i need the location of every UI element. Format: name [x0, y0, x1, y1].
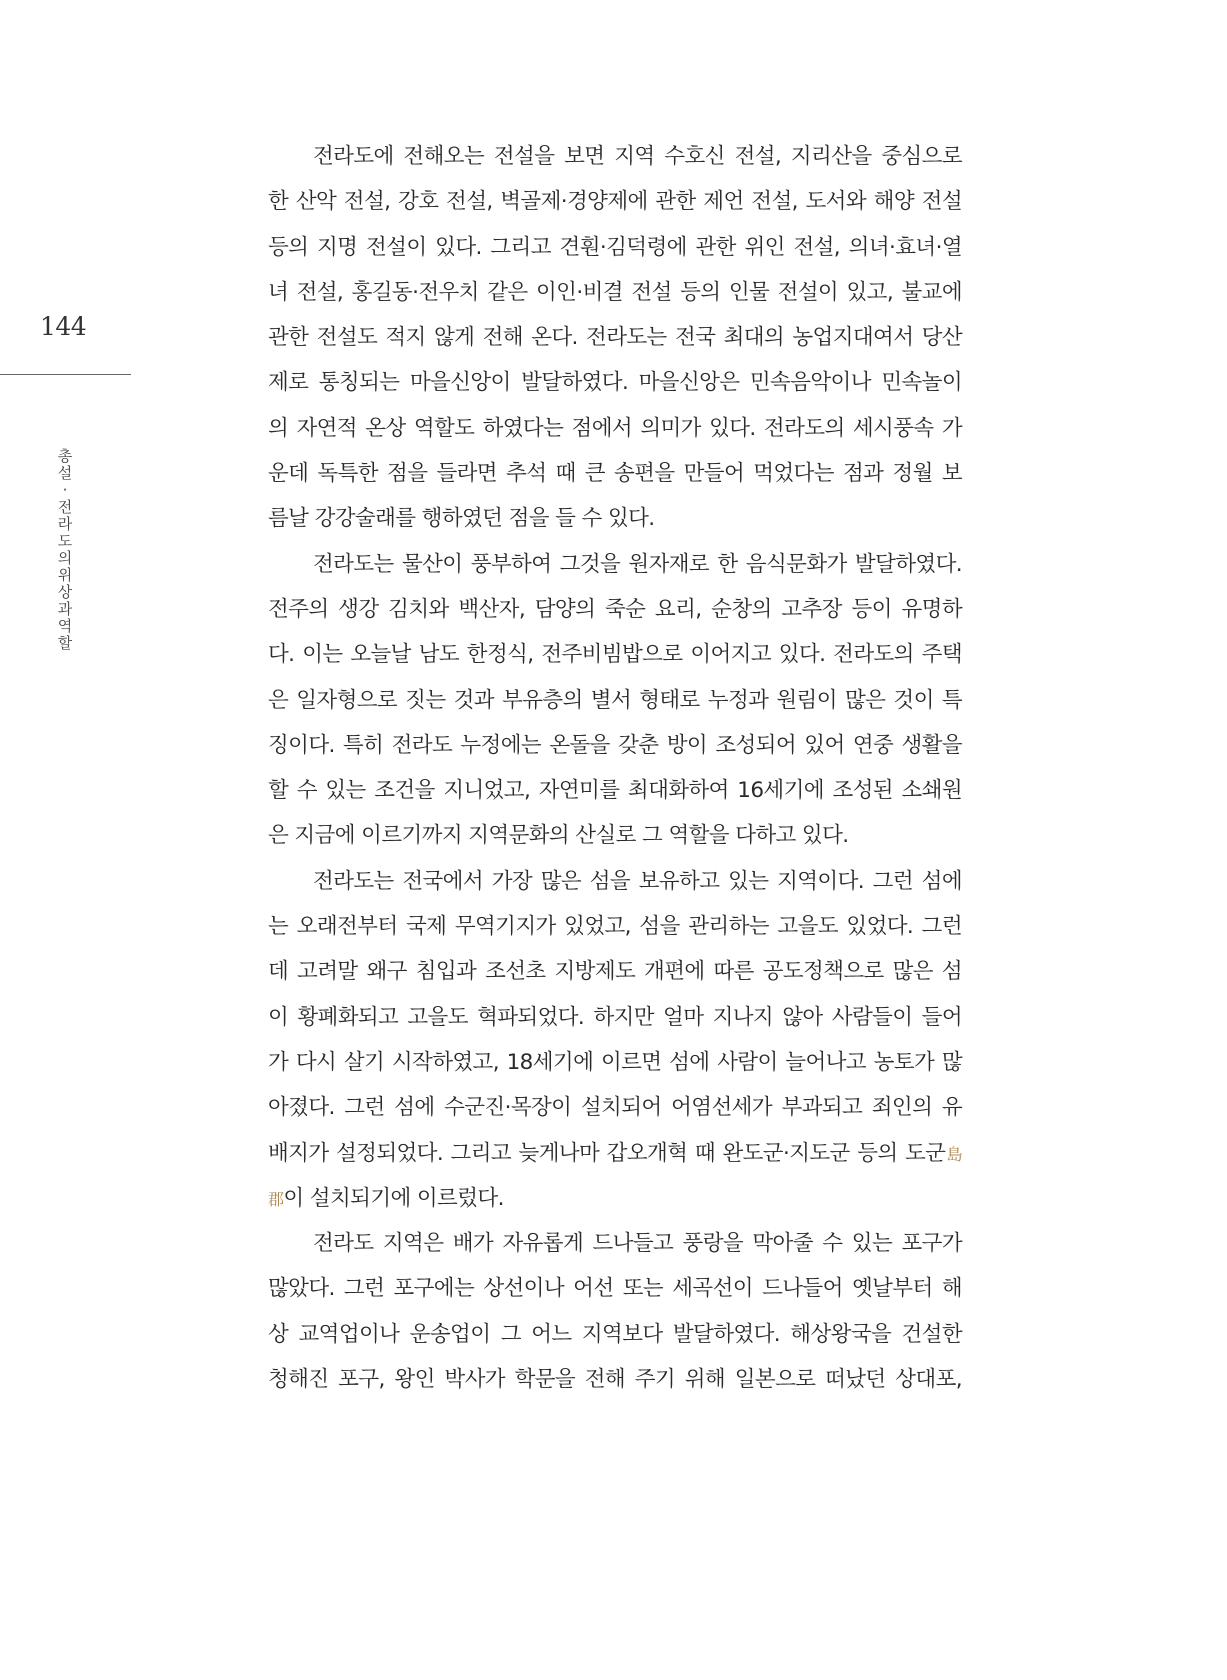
- text-line: [268, 134, 962, 179]
- text-line: [268, 360, 962, 405]
- text-line-content: 한 산악 전설, 강호 전설, 벽골제·경양제에 관한 제언 전설, 도서와 해양 전설: [268, 189, 962, 215]
- text-line-content: 전라도는 물산이 풍부하여 그것을 원자재로 한 음식문화가 발달하였다.: [313, 551, 962, 577]
- running-title-char: 역: [57, 617, 73, 635]
- paragraph: [268, 542, 962, 859]
- text-line: [268, 270, 962, 315]
- running-title-char: 전: [57, 498, 73, 516]
- text-line: [268, 496, 962, 541]
- running-title-char: 위: [57, 566, 73, 584]
- running-title-char: 의: [57, 549, 73, 567]
- text-line-content: 청해진 포구, 왕인 박사가 학문을 전해 주기 위해 일본으로 떠났던 상대포,: [268, 1367, 962, 1393]
- text-line-content: 전주의 생강 김치와 백산자, 담양의 죽순 요리, 순창의 고추장 등이 유명하: [268, 596, 962, 622]
- text-line-content: 이 설치되기에 이르렀다.: [283, 1185, 504, 1211]
- text-line: [268, 678, 962, 723]
- running-title-char: 과: [57, 600, 73, 618]
- text-line: [268, 1085, 962, 1130]
- text-line-content: 많았다. 그런 포구에는 상선이나 어선 또는 세곡선이 드나들어 옛날부터 해: [268, 1276, 962, 1302]
- text-line: [268, 1312, 962, 1357]
- text-line-content: 전라도 지역은 배가 자유롭게 드나들고 풍랑을 막아줄 수 있는 포구가: [313, 1231, 962, 1257]
- running-title-char: 할: [57, 634, 73, 652]
- text-line-content: 은 지금에 이르기까지 지역문화의 산실로 그 역할을 다하고 있다.: [268, 823, 849, 849]
- text-line: [268, 451, 962, 496]
- text-line-content: 다. 이는 오늘날 남도 한정식, 전주비빔밥으로 이어지고 있다. 전라도의 주택: [268, 642, 962, 668]
- paragraph: [268, 134, 962, 542]
- text-line: [268, 859, 962, 904]
- text-line: [268, 587, 962, 632]
- running-title-char: ·: [62, 481, 68, 499]
- text-line: [268, 1040, 962, 1085]
- text-line: [268, 315, 962, 360]
- text-line: [268, 904, 962, 949]
- text-line: [268, 225, 962, 270]
- text-line-content: 전라도에 전해오는 전설을 보면 지역 수호신 전설, 지리산을 중심으로: [313, 144, 962, 169]
- running-title-char: 상: [57, 583, 73, 601]
- text-line-content: 할 수 있는 조건을 지니었고, 자연미를 최대화하여 16세기에 조성된 소쇄원: [268, 778, 962, 804]
- running-title-char: 도: [57, 532, 73, 550]
- text-line-content: 상 교역업이나 운송업이 그 어느 지역보다 발달하였다. 해상왕국을 건설한: [268, 1321, 962, 1347]
- text-line-content: 등의 지명 전설이 있다. 그리고 견훤·김덕령에 관한 위인 전설, 의녀·효녀·열: [268, 234, 962, 260]
- text-line-content: 름날 강강술래를 행하였던 점을 들 수 있다.: [268, 506, 655, 532]
- text-line-content: 는 오래전부터 국제 무역기지가 있었고, 섬을 관리하는 고을도 있었다. 그런: [268, 914, 962, 940]
- text-line-content: 은 일자형으로 짓는 것과 부유층의 별서 형태로 누정과 원림이 많은 것이 특: [268, 687, 962, 713]
- text-line-content: 배지가 설정되었다. 그리고 늦게나마 갑오개혁 때 완도군·지도군 등의 도군: [268, 1140, 946, 1166]
- text-line-content: 제로 통칭되는 마을신앙이 발달하였다. 마을신앙은 민속음악이나 민속놀이: [268, 370, 962, 396]
- hanja-annotation: 島: [945, 1144, 963, 1164]
- paragraph: [268, 859, 962, 1221]
- text-line: [268, 995, 962, 1040]
- text-line-content: 녀 전설, 홍길동·전우치 같은 이인·비결 전설 등의 인물 전설이 있고, 불교에: [268, 279, 962, 305]
- running-title: [56, 448, 74, 652]
- text-line-content: 데 고려말 왜구 침입과 조선초 지방제도 개편에 따른 공도정책으로 많은 섬: [268, 959, 962, 985]
- hanja-annotation: 郡: [268, 1189, 284, 1209]
- text-line-content: 운데 독특한 점을 들라면 추석 때 큰 송편을 만들어 먹었다는 점과 정월 보: [268, 461, 962, 487]
- paragraph: [268, 1221, 962, 1402]
- running-title-char: 라: [57, 515, 73, 533]
- text-line-content: 아졌다. 그런 섬에 수군진·목장이 설치되어 어염선세가 부과되고 죄인의 유: [268, 1095, 962, 1121]
- text-line: [268, 1176, 962, 1221]
- text-line: [268, 1266, 962, 1311]
- text-line: [268, 632, 962, 677]
- text-line: [268, 406, 962, 451]
- margin-divider: [0, 374, 131, 375]
- text-line: [268, 1357, 962, 1402]
- page-number: 144: [40, 312, 87, 341]
- text-line: [268, 813, 962, 858]
- text-line: [268, 723, 962, 768]
- text-line-content: 관한 전설도 적지 않게 전해 온다. 전라도는 전국 최대의 농업지대여서 당산: [268, 325, 962, 351]
- text-line-content: 의 자연적 온상 역할도 하였다는 점에서 의미가 있다. 전라도의 세시풍속 가: [268, 415, 962, 441]
- text-line: [268, 1221, 962, 1266]
- text-line-content: 전라도는 전국에서 가장 많은 섬을 보유하고 있는 지역이다. 그런 섬에: [313, 868, 962, 894]
- text-line: [268, 542, 962, 587]
- text-line-content: 이 황폐화되고 고을도 혁파되었다. 하지만 얼마 지나지 않아 사람들이 들어: [268, 1004, 962, 1030]
- text-line-content: 가 다시 살기 시작하였고, 18세기에 이르면 섬에 사람이 늘어나고 농토가 많: [268, 1049, 962, 1075]
- text-line: [268, 179, 962, 224]
- running-title-char: 설: [57, 464, 73, 482]
- text-line: [268, 1131, 962, 1176]
- body-text: [268, 134, 962, 1402]
- text-line: [268, 949, 962, 994]
- running-title-char: 총: [57, 447, 73, 465]
- text-line: [268, 768, 962, 813]
- text-line-content: 징이다. 특히 전라도 누정에는 온돌을 갖춘 방이 조성되어 있어 연중 생활을: [268, 732, 962, 758]
